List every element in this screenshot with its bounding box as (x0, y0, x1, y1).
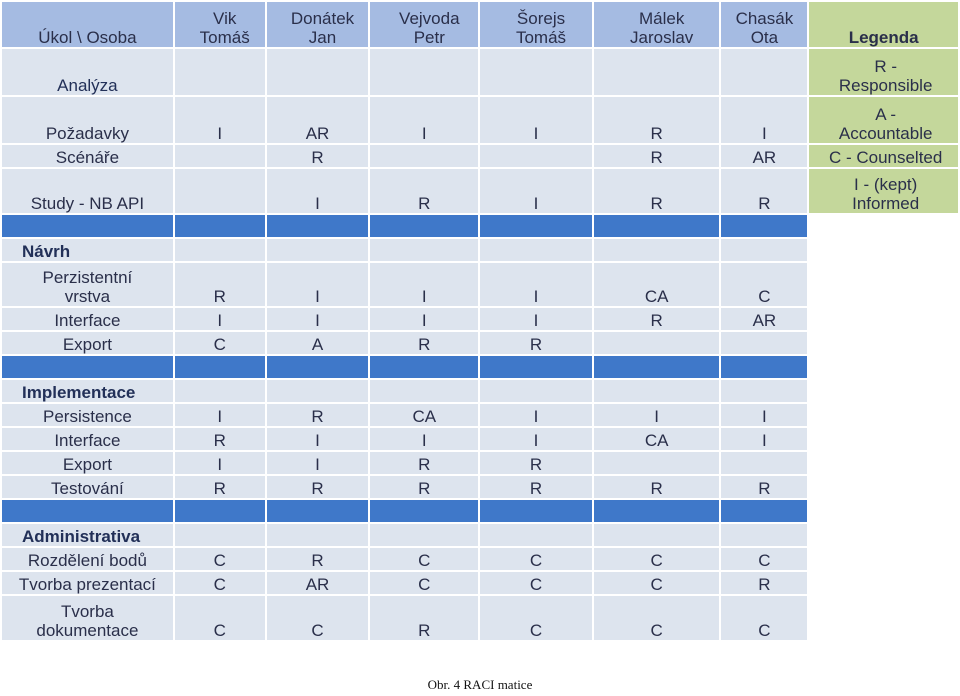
table-row (1, 475, 959, 499)
raci-cell: I (479, 307, 593, 331)
table-row (1, 595, 959, 641)
raci-cell: R (174, 475, 266, 499)
raci-cell: R (369, 595, 479, 641)
raci-cell: CA (593, 262, 721, 307)
raci-cell: I (479, 262, 593, 307)
legend-item: C - Counselted (808, 144, 959, 168)
raci-cell: R (174, 427, 266, 451)
row-label: Scénáře (1, 144, 174, 168)
header-row (1, 1, 959, 48)
raci-cell: I (479, 96, 593, 144)
raci-cell: I (174, 403, 266, 427)
raci-cell: R (266, 547, 370, 571)
raci-cell: I (479, 403, 593, 427)
raci-cell (720, 48, 808, 96)
raci-cell: I (369, 262, 479, 307)
person-header: Chasák Ota (720, 1, 808, 48)
raci-cell: I (369, 307, 479, 331)
person-header: Šorejs Tomáš (479, 1, 593, 48)
raci-cell: C (479, 571, 593, 595)
raci-cell: C (174, 547, 266, 571)
table-row (1, 307, 959, 331)
row-label: Rozdělení bodů (1, 547, 174, 571)
raci-cell: C (720, 547, 808, 571)
raci-cell: R (720, 571, 808, 595)
raci-cell: R (479, 451, 593, 475)
raci-cell: AR (720, 307, 808, 331)
row-label: Interface (1, 427, 174, 451)
row-label: Tvorba prezentací (1, 571, 174, 595)
table-row (1, 403, 959, 427)
raci-cell: R (593, 475, 721, 499)
row-label: Export (1, 331, 174, 355)
raci-cell: C (174, 331, 266, 355)
table-row (1, 451, 959, 475)
corner-header: Úkol \ Osoba (1, 1, 174, 48)
raci-cell: C (369, 571, 479, 595)
raci-cell: R (369, 451, 479, 475)
raci-cell: R (369, 331, 479, 355)
raci-cell (479, 144, 593, 168)
raci-cell: R (593, 96, 721, 144)
person-header: Vejvoda Petr (369, 1, 479, 48)
row-label: Interface (1, 307, 174, 331)
raci-cell (479, 48, 593, 96)
raci-cell: C (369, 547, 479, 571)
raci-cell: I (266, 168, 370, 214)
table-row (1, 144, 959, 168)
raci-cell: AR (266, 96, 370, 144)
raci-cell: I (479, 427, 593, 451)
raci-cell: R (266, 144, 370, 168)
raci-cell: C (720, 262, 808, 307)
raci-cell: C (479, 595, 593, 641)
row-label: Export (1, 451, 174, 475)
raci-cell: A (266, 331, 370, 355)
raci-cell: R (174, 262, 266, 307)
figure-caption: Obr. 4 RACI matice (427, 677, 533, 692)
legend-item: R - Responsible (808, 48, 959, 96)
row-label: Požadavky (1, 96, 174, 144)
raci-cell (369, 144, 479, 168)
row-label: Persistence (1, 403, 174, 427)
section-title: Administrativa (1, 523, 174, 547)
raci-cell: R (593, 168, 721, 214)
raci-cell (720, 451, 808, 475)
raci-cell: R (266, 475, 370, 499)
raci-cell: R (266, 403, 370, 427)
raci-cell: C (479, 547, 593, 571)
person-header: Donátek Jan (266, 1, 370, 48)
legend-item: I - (kept) Informed (808, 168, 959, 214)
table-row (1, 262, 959, 307)
raci-cell: R (593, 307, 721, 331)
section-divider (1, 499, 959, 523)
raci-cell: R (720, 168, 808, 214)
section-divider (1, 214, 959, 238)
row-label: Perzistentní vrstva (1, 262, 174, 307)
raci-cell: I (174, 307, 266, 331)
raci-cell: I (369, 96, 479, 144)
raci-cell: C (266, 595, 370, 641)
raci-cell (369, 48, 479, 96)
table-row (1, 48, 959, 96)
raci-cell: R (479, 331, 593, 355)
raci-cell (174, 48, 266, 96)
raci-cell: R (369, 168, 479, 214)
raci-cell: I (479, 168, 593, 214)
raci-cell (593, 331, 721, 355)
raci-cell: C (593, 595, 721, 641)
raci-cell: R (720, 475, 808, 499)
section-header (1, 379, 959, 403)
raci-cell (174, 168, 266, 214)
raci-cell: I (593, 403, 721, 427)
raci-cell (720, 331, 808, 355)
section-header (1, 523, 959, 547)
raci-cell: R (369, 475, 479, 499)
section-header (1, 238, 959, 262)
table-row (1, 96, 959, 144)
legend-title: Legenda (808, 1, 959, 48)
raci-cell: I (720, 403, 808, 427)
row-label: Testování (1, 475, 174, 499)
raci-cell: I (720, 427, 808, 451)
section-divider (1, 355, 959, 379)
section-title: Návrh (1, 238, 174, 262)
legend-item: A - Accountable (808, 96, 959, 144)
raci-cell: R (479, 475, 593, 499)
raci-cell: CA (593, 427, 721, 451)
raci-cell: I (369, 427, 479, 451)
raci-cell: C (720, 595, 808, 641)
raci-cell: I (174, 451, 266, 475)
section-title: Implementace (1, 379, 174, 403)
raci-cell: C (593, 571, 721, 595)
table-row (1, 571, 959, 595)
row-label: Analýza (1, 48, 174, 96)
raci-cell: I (174, 96, 266, 144)
raci-cell: I (266, 451, 370, 475)
raci-cell: C (174, 571, 266, 595)
raci-cell: I (266, 262, 370, 307)
raci-cell: CA (369, 403, 479, 427)
raci-cell (174, 144, 266, 168)
raci-cell (266, 48, 370, 96)
person-header: Málek Jaroslav (593, 1, 721, 48)
raci-cell: I (266, 307, 370, 331)
raci-cell: I (266, 427, 370, 451)
raci-cell: AR (266, 571, 370, 595)
raci-cell: R (593, 144, 721, 168)
raci-cell: C (593, 547, 721, 571)
row-label: Study - NB API (1, 168, 174, 214)
table-row (1, 168, 959, 214)
raci-cell (593, 48, 721, 96)
raci-cell (593, 451, 721, 475)
table-row (1, 331, 959, 355)
raci-cell: C (174, 595, 266, 641)
row-label: Tvorba dokumentace (1, 595, 174, 641)
table-row (1, 547, 959, 571)
raci-cell: I (720, 96, 808, 144)
raci-cell: AR (720, 144, 808, 168)
person-header: Vik Tomáš (174, 1, 266, 48)
table-row (1, 427, 959, 451)
